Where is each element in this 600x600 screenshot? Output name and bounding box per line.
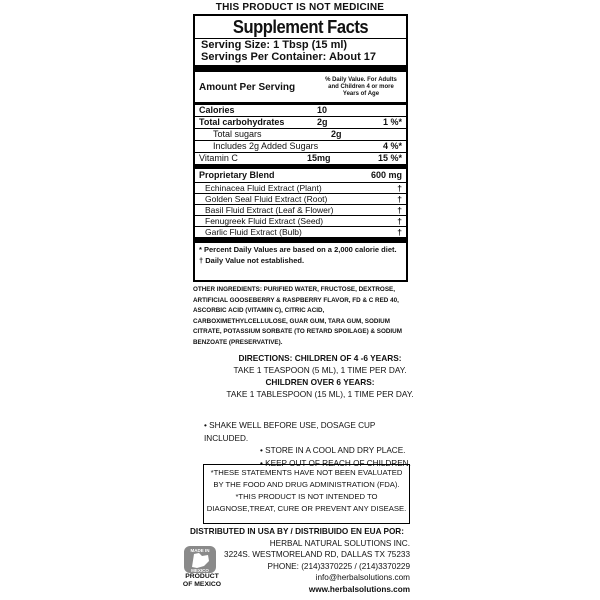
fda-disclaimer-box [203,464,410,524]
disclaimer-line: BY THE FOOD AND DRUG ADMINISTRATION (FDA). [213,480,400,489]
nutrient-amount: 2g [317,117,328,127]
nutrient-row-calories [195,105,406,117]
nutrient-dv [362,105,402,116]
percent-dv-footnote: * Percent Daily Values are based on a 2,000 calorie diet. [199,245,397,254]
blend-item [195,194,406,205]
blend-item [195,227,406,237]
nutrient-amount [331,141,376,152]
nutrient-amount: 2g [331,129,342,139]
other-ingredients [193,285,413,348]
warning-line: • SHAKE WELL BEFORE USE, DOSAGE CUP INCLUDED. [204,421,376,443]
dagger-mark: † [397,183,402,193]
distributor-email: info@herbalsolutions.com [315,573,410,582]
supplement-facts-panel [193,14,408,282]
nutrient-name: Includes 2g Added Sugars [213,141,319,151]
blend-item [195,216,406,227]
product-of-mexico [176,573,228,589]
dagger-mark: † [397,194,402,204]
blend-item-name: Garlic Fluid Extract (Bulb) [205,227,302,237]
blend-item-name: Basil Fluid Extract (Leaf & Flower) [205,205,334,215]
blend-item-name: Golden Seal Fluid Extract (Root) [205,194,328,204]
directions [225,352,415,400]
not-medicine-notice: THIS PRODUCT IS NOT MEDICINE [215,2,385,13]
dagger-mark: † [397,227,402,237]
servings-per-container: Servings Per Container: About 17 [201,51,377,63]
divider-thick [195,65,406,72]
distributor-website: www.herbalsolutions.com [308,584,410,594]
proprietary-blend-row [195,169,406,183]
directions-line: TAKE 1 TEASPOON (5 ML), 1 TIME PER DAY. [233,365,407,375]
disclaimer-line: *THIS PRODUCT IS NOT INTENDED TO [235,492,378,501]
usage-warnings [190,420,420,470]
supplement-facts-title: Supplement Facts [232,17,369,37]
nutrient-dv: 15 %* [377,153,402,163]
nutrient-amount: 15mg [307,153,331,163]
nutrient-row-sugars [195,129,406,141]
blend-item [195,183,406,194]
blend-amount: 600 mg [370,170,402,180]
nutrient-dv: 1 %* [382,117,402,127]
blend-item [195,205,406,216]
dagger-mark: † [397,216,402,226]
distributor-address: 3224S. WESTMORELAND RD, DALLAS TX 75233 [224,550,410,559]
nutrient-row-added-sugars [195,141,406,153]
nutrient-amount: 10 [317,105,328,115]
warning-line: • KEEP OUT OF REACH OF CHILDREN. [260,458,411,468]
disclaimer-line: DIAGNOSE,TREAT, CURE OR PREVENT ANY DISEASE. [206,504,407,513]
nutrient-dv [376,129,402,140]
badge-text-top: MADE IN [190,548,210,553]
blend-item-name: Echinacea Fluid Extract (Plant) [205,183,322,193]
directions-line: CHILDREN OVER 6 YEARS: [265,377,375,387]
nutrient-name: Vitamin C [199,153,238,163]
product-of-line: OF MEXICO [182,581,222,588]
directions-line: DIRECTIONS: CHILDREN OF 4 -6 YEARS: [238,353,402,363]
other-ingredients-text: PURIFIED WATER, FRUCTOSE, DEXTROSE, ARTIFICIAL GOOSEBERRY & RASPBERRY FLAVOR, FD & C RED 40, ASCORBIC ACID (VITAMIN C), CITRIC ACID, CARBOXIMETHYLCELLULOSE, GUAR GUM, TARA GUM, SODIUM CITRATE, POTASSIUM SORBATE (TO RETARD SPOILAGE) & SODIUM BENZOATE (PRESERVATIVE). [193,286,402,346]
nutrient-name: Calories [199,105,235,115]
serving-size: Serving Size: 1 Tbsp (15 ml) [201,39,348,51]
other-ingredients-label: OTHER INGREDIENTS: [193,286,262,293]
daily-value-header: % Daily Value. For Adults and Children 4 or more Years of Age [325,76,397,97]
distributor-company: HERBAL NATURAL SOLUTIONS INC. [269,538,410,548]
disclaimer-line: *THESE STATEMENTS HAVE NOT BEEN EVALUATED [210,468,403,477]
warning-line: • STORE IN A COOL AND DRY PLACE. [260,446,406,455]
nutrient-dv: 4 %* [382,141,402,151]
distributor-phone: PHONE: (214)3370225 / (214)3370229 [267,561,410,571]
directions-line: TAKE 1 TABLESPOON (15 ML), 1 TIME PER DAY. [226,389,414,399]
badge-text-bottom: MEXICO [191,568,209,573]
nutrient-row-vitamin-c [195,153,406,165]
amount-per-serving-label: Amount Per Serving [199,81,296,93]
nutrient-row-carbs [195,117,406,129]
nutrient-name: Total carbohydrates [199,117,285,127]
nutrient-name: Total sugars [213,129,262,139]
blend-name: Proprietary Blend [199,170,275,180]
dv-not-established-footnote: † Daily Value not established. [199,256,305,265]
dagger-mark: † [397,205,402,215]
product-of-line: PRODUCT [185,573,219,580]
amount-header-row [195,72,406,102]
distributor-heading: DISTRIBUTED IN USA BY / DISTRIBUIDO EN EUA POR: [190,527,404,536]
blend-item-name: Fenugreek Fluid Extract (Seed) [205,216,324,226]
made-in-mexico-badge-icon [182,545,218,575]
